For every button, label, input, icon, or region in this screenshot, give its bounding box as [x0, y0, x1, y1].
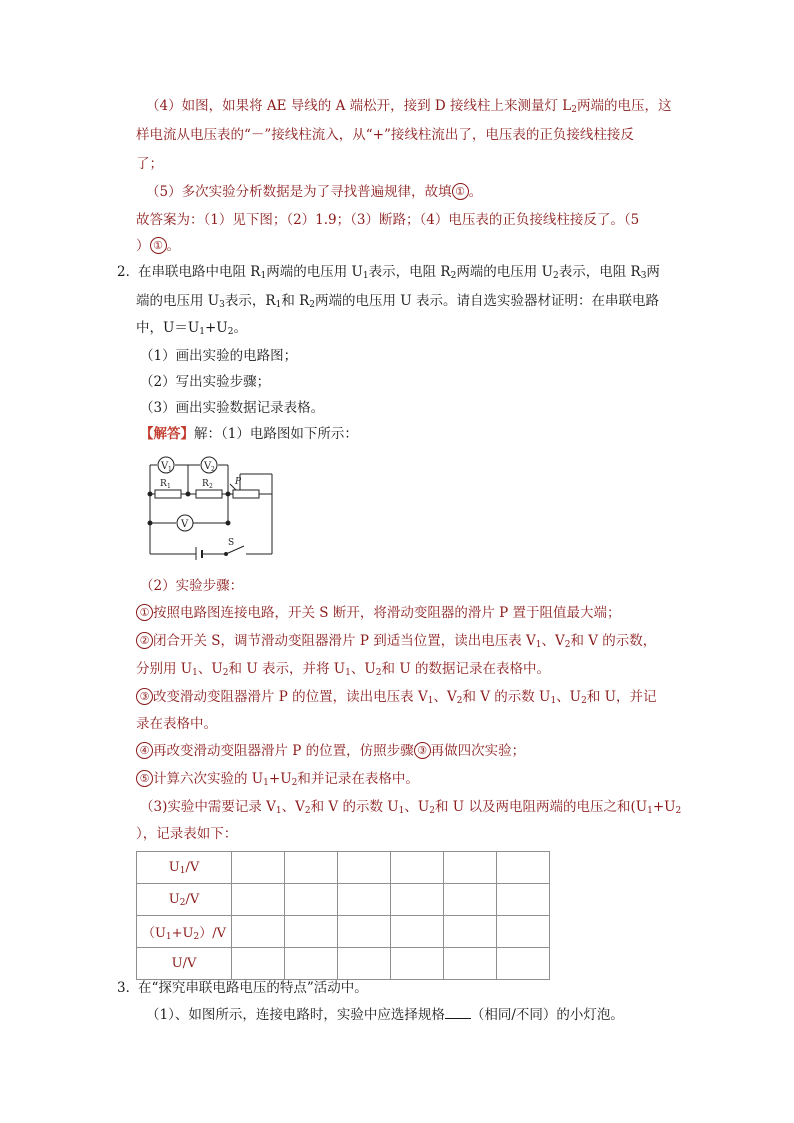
- row-header: U/V: [137, 948, 232, 980]
- q3-line2: （1）、如图所示，连接电路时，实验中应选择规格 （相同/不同）的小灯泡。: [146, 1007, 624, 1023]
- table-cell: [497, 916, 550, 948]
- table-cell: [444, 852, 497, 884]
- sol4-line2: 样电流从电压表的“－”接线柱流入，从“+”接线柱流出了，电压表的正负接线柱接反: [136, 127, 634, 143]
- sol5-line: （5）多次实验分析数据是为了寻找普遍规律，故填 ① 。: [146, 184, 483, 200]
- q2-line2: 端的电压用 $U_3$表示，$R_1$和 $R_2$两端的电压用 U 表示。请自选实验器材证明：在串联电路: [136, 293, 659, 310]
- table-row: [137, 884, 550, 916]
- record-table: [136, 851, 550, 980]
- junction-dot: [148, 521, 152, 525]
- svg-text:1: 1: [167, 483, 171, 490]
- resistor-r1: [155, 490, 181, 498]
- q2-line1: 在串联电路中电阻 $R_1$两端的电压用 $U_1$表示，电阻 $R_2$两端的电压用 $U_2$表示，电阻 $R_3$两: [138, 264, 660, 281]
- step-5: ⑤ 计算六次实验的 $U_1+U_2$和并记录在表格中。: [136, 769, 419, 793]
- switch-label: S: [228, 538, 235, 548]
- part3-solution-cont: ），记录表如下：: [136, 826, 238, 842]
- v-label: V: [181, 519, 189, 530]
- row-header: $(U_1+U_2)/V$: [137, 916, 232, 948]
- table-cell: [338, 884, 391, 916]
- q3-line1: 在“探究串联电路电压的特点”活动中。: [138, 980, 368, 996]
- junction-dot: [226, 521, 230, 525]
- step-2-cont: 分别用 $U_1$、$U_2$和 U 表示，并将 $U_1$、$U_2$和 U 的数据记录在表格中。: [136, 661, 550, 678]
- table-cell: [444, 916, 497, 948]
- rheostat: [233, 490, 259, 498]
- r1-label: R: [160, 479, 167, 489]
- step-1: ① 按照电路图连接电路，开关 S 断开，将滑动变阻器的滑片 P 置于阻值最大端；: [136, 603, 621, 623]
- svg-text:2: 2: [209, 483, 213, 490]
- row-header: $U_1/V$: [137, 852, 232, 884]
- q2-part2: （2）写出实验步骤；: [140, 374, 271, 390]
- table-cell: [285, 916, 338, 948]
- step-2: ② 闭合开关 S，调节滑动变阻器滑片 P 到适当位置，读出电压表 $V_1$、$V_2$和 V 的示数，: [136, 631, 656, 655]
- table-cell: [497, 948, 550, 980]
- table-cell: [338, 852, 391, 884]
- svg-text:2: 2: [211, 466, 215, 473]
- table-cell: [232, 884, 285, 916]
- table-cell: [391, 852, 444, 884]
- solution-heading: 【解答】解：（1）电路图如下所示：: [140, 426, 358, 442]
- answer-line2: ） ① 。: [136, 238, 180, 254]
- sol4-line1: （4）如图，如果将 AE 导线的 A 端松开，接到 D 接线柱上来测量灯 $L_2$两端的电压，这: [146, 98, 672, 115]
- table-cell: [285, 852, 338, 884]
- table-cell: [338, 916, 391, 948]
- part3-solution: （3)实验中需要记录 $V_1$、$V_2$和 V 的示数 $U_1$、$U_2$和 U 以及两电阻两端的电压之和($U_1+U_2$: [140, 799, 682, 816]
- svg-text:1: 1: [168, 466, 172, 473]
- sol4-line3: 了；: [136, 156, 163, 172]
- voltmeter-v2: [201, 457, 217, 473]
- answer-line1: 故答案为：（1）见下图；（2）1.9；（3）断路；（4）电压表的正负接线柱接反了。（5: [136, 212, 640, 228]
- row-header: $U_2/V$: [137, 884, 232, 916]
- circled-1: ①: [452, 183, 469, 200]
- v2-label: V: [204, 461, 212, 472]
- table-cell: [497, 884, 550, 916]
- voltmeter-v: [177, 515, 193, 531]
- answer-blank[interactable]: [445, 1006, 471, 1019]
- table-cell: [285, 884, 338, 916]
- slider-p-label: P: [235, 477, 242, 487]
- table-cell: [391, 884, 444, 916]
- v1-label: V: [161, 461, 169, 472]
- circuit-diagram: [140, 450, 280, 560]
- table-row: [137, 948, 550, 980]
- table-cell: [391, 948, 444, 980]
- solution-tag: 【解答】: [140, 426, 194, 442]
- table-cell: [391, 916, 444, 948]
- steps-title: （2）实验步骤：: [140, 578, 244, 594]
- step-4: ④ 再改变滑动变阻器滑片 P 的位置，仿照步骤 ③ 再做四次实验；: [136, 741, 525, 761]
- step-3: ③ 改变滑动变阻器滑片 P 的位置，读出电压表 $V_1$、$V_2$和 V 的示数 $U_1$、$U_2$和 U，并记: [136, 687, 656, 711]
- step-3-cont: 录在表格中。: [136, 716, 217, 732]
- resistor-r2: [196, 490, 222, 498]
- voltmeter-v1: [158, 457, 174, 473]
- table-cell: [285, 948, 338, 980]
- table-cell: [444, 948, 497, 980]
- circled-1: ①: [150, 237, 167, 254]
- table-row: [137, 852, 550, 884]
- table-cell: [232, 916, 285, 948]
- table-cell: [232, 948, 285, 980]
- q2-part1: （1）画出实验的电路图；: [140, 348, 298, 364]
- table-cell: [497, 852, 550, 884]
- q2-part3: （3）画出实验数据记录表格。: [140, 400, 325, 416]
- q2-line3: 中，$U=U_1+U_2$。: [136, 320, 247, 337]
- table-row: [137, 916, 550, 948]
- table-cell: [444, 884, 497, 916]
- table-cell: [338, 948, 391, 980]
- r2-label: R: [202, 479, 209, 489]
- q2-number: 2．: [117, 264, 140, 280]
- q3-number: 3．: [117, 980, 140, 996]
- junction-dot: [186, 492, 190, 496]
- table-cell: [232, 852, 285, 884]
